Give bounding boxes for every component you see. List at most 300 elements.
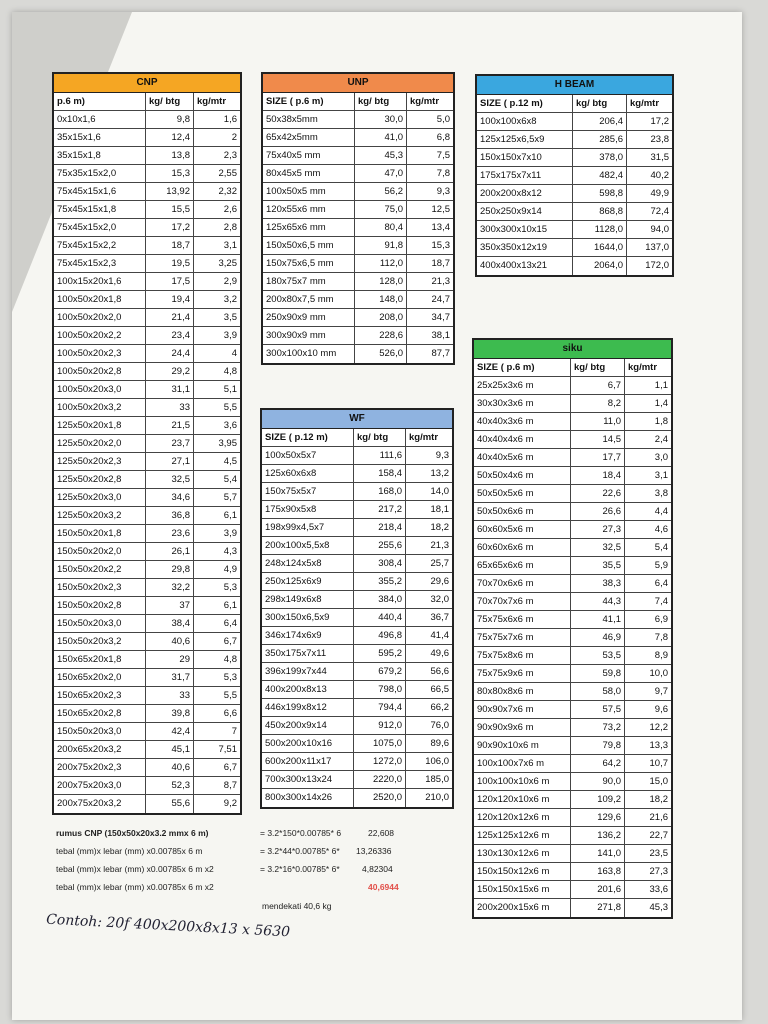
table-cell: 150x150x7x10	[477, 149, 573, 166]
table-cell: 18,4	[571, 467, 625, 484]
table-cell: 32,0	[430, 594, 449, 605]
formula-line-1: tebal (mm)x lebar (mm) x0.00785x 6 m	[56, 846, 203, 856]
table-cell: 41,1	[571, 611, 625, 628]
table-row	[474, 575, 671, 593]
table-cell: 8,9	[654, 650, 668, 661]
table-cell: 3,1	[223, 240, 237, 251]
table-row	[262, 771, 452, 789]
table-cell: 378,0	[573, 149, 627, 166]
table-cell: 1,8	[654, 416, 668, 427]
table-row	[263, 183, 453, 201]
table-cell: 15,5	[146, 201, 194, 218]
table-row	[263, 219, 453, 237]
table-cell: 50x50x6x6 m	[474, 503, 571, 520]
table-cell: 2,55	[218, 168, 237, 179]
table-row	[54, 273, 240, 291]
table-cell: 1272,0	[354, 753, 406, 770]
table-row	[474, 503, 671, 521]
table-cell: 679,2	[354, 663, 406, 680]
table-cell: 9,2	[223, 798, 237, 809]
table-row	[474, 665, 671, 683]
table-cell: 35x15x1,8	[54, 147, 146, 164]
table-cell: 6,8	[436, 132, 450, 143]
table-cell: 36,8	[146, 507, 194, 524]
table-cell: 31,5	[650, 152, 669, 163]
table-cell: 7,8	[654, 632, 668, 643]
table-cell: 4,8	[223, 654, 237, 665]
table-cell: 36,7	[430, 612, 449, 623]
table-cell: 200x200x8x12	[477, 185, 573, 202]
table-cell: 150x50x20x3,0	[54, 723, 146, 740]
table-cell: 3,0	[654, 452, 668, 463]
table-cell: 34,7	[431, 312, 450, 323]
table-cell: 90x90x7x6 m	[474, 701, 571, 718]
table-cell: 210,0	[425, 792, 449, 803]
table-cell: 33,6	[649, 884, 668, 895]
table-cell: 200x75x20x3,2	[54, 795, 146, 813]
table-cell: 206,4	[573, 113, 627, 130]
table-row	[474, 647, 671, 665]
table-cell: 798,0	[354, 681, 406, 698]
table-cell: 38,3	[571, 575, 625, 592]
table-cell: 76,0	[430, 720, 449, 731]
table-cell: 2220,0	[354, 771, 406, 788]
table-cell: 37	[146, 597, 194, 614]
table-cell: 65x65x6x6 m	[474, 557, 571, 574]
table-cell: 4,9	[223, 564, 237, 575]
table-cell: 25,7	[430, 558, 449, 569]
handwritten-note: Contoh: 20f 400x200x8x13 x 5630	[45, 911, 291, 941]
siku-column-header	[474, 359, 671, 377]
table-cell: 14,0	[430, 486, 449, 497]
table-cell: 6,4	[223, 618, 237, 629]
table-row	[263, 237, 453, 255]
table-cell: 1075,0	[354, 735, 406, 752]
table-cell: 100x50x5 mm	[263, 183, 355, 200]
table-cell: 75x45x15x2,0	[54, 219, 146, 236]
table-row	[263, 327, 453, 345]
table-row	[54, 129, 240, 147]
table-cell: 3,8	[654, 488, 668, 499]
table-cell: 45,3	[355, 147, 407, 164]
table-row	[54, 489, 240, 507]
table-cell: 150x50x20x2,8	[54, 597, 146, 614]
table-cell: 32,5	[571, 539, 625, 556]
table-cell: 59,8	[571, 665, 625, 682]
table-row	[262, 753, 452, 771]
table-cell: 30x30x3x6 m	[474, 395, 571, 412]
column-header-cell: kg/mtr	[410, 96, 440, 107]
table-cell: 150x65x20x2,0	[54, 669, 146, 686]
table-cell: 5,5	[223, 402, 237, 413]
table-cell: 33	[146, 399, 194, 416]
table-cell: 4,4	[654, 506, 668, 517]
table-cell: 7,4	[654, 596, 668, 607]
table-cell: 75x40x5 mm	[263, 147, 355, 164]
table-row	[262, 699, 452, 717]
table-row	[477, 167, 672, 185]
table-row	[263, 345, 453, 363]
table-cell: 75x75x8x6 m	[474, 647, 571, 664]
table-cell: 7,8	[436, 168, 450, 179]
table-cell: 912,0	[354, 717, 406, 734]
table-row	[54, 183, 240, 201]
table-row	[474, 611, 671, 629]
table-cell: 7,51	[218, 744, 237, 755]
table-cell: 41,0	[355, 129, 407, 146]
table-row	[477, 221, 672, 239]
table-cell: 91,8	[355, 237, 407, 254]
table-cell: 21,3	[431, 276, 450, 287]
table-cell: 150x50x20x2,2	[54, 561, 146, 578]
table-cell: 75x75x6x6 m	[474, 611, 571, 628]
table-cell: 90x90x10x6 m	[474, 737, 571, 754]
column-header-cell: p.6 m)	[54, 93, 146, 110]
table-cell: 57,5	[571, 701, 625, 718]
table-row	[474, 791, 671, 809]
table-cell: 217,2	[354, 501, 406, 518]
table-cell: 1,6	[223, 114, 237, 125]
table-cell: 2,4	[654, 434, 668, 445]
table-row	[477, 113, 672, 131]
table-row	[262, 627, 452, 645]
table-row	[263, 255, 453, 273]
table-cell: 200x80x7,5 mm	[263, 291, 355, 308]
table-cell: 150x50x6,5 mm	[263, 237, 355, 254]
table-cell: 250x125x6x9	[262, 573, 354, 590]
table-row	[54, 471, 240, 489]
table-cell: 300x300x10x15	[477, 221, 573, 238]
table-cell: 14,5	[571, 431, 625, 448]
table-row	[54, 651, 240, 669]
table-cell: 5,1	[223, 384, 237, 395]
table-cell: 19,5	[146, 255, 194, 272]
table-cell: 9,3	[435, 450, 449, 461]
table-row	[477, 149, 672, 167]
unp-column-header	[263, 93, 453, 111]
table-cell: 3,2	[223, 294, 237, 305]
table-cell: 24,4	[146, 345, 194, 362]
column-header-cell: kg/ btg	[146, 93, 194, 110]
table-cell: 350x175x7x11	[262, 645, 354, 662]
table-cell: 73,2	[571, 719, 625, 736]
table-cell: 150x75x5x7	[262, 483, 354, 500]
table-cell: 44,3	[571, 593, 625, 610]
siku-title: siku	[474, 340, 671, 359]
table-cell: 141,0	[571, 845, 625, 862]
table-cell: 80x45x5 mm	[263, 165, 355, 182]
table-cell: 100x50x20x3,2	[54, 399, 146, 416]
calc-value-3: 4,82304	[362, 864, 393, 874]
table-cell: 94,0	[650, 224, 669, 235]
unp-title: UNP	[263, 74, 453, 93]
table-cell: 5,4	[654, 542, 668, 553]
table-cell: 10,0	[649, 668, 668, 679]
table-cell: 112,0	[355, 255, 407, 272]
table-cell: 111,6	[354, 447, 406, 464]
cnp-table	[52, 72, 242, 815]
table-cell: 79,8	[571, 737, 625, 754]
column-header-cell: SIZE ( p.12 m)	[477, 95, 573, 112]
table-row	[54, 507, 240, 525]
table-cell: 185,0	[425, 774, 449, 785]
column-header-cell: kg/ btg	[354, 429, 406, 446]
table-cell: 150x75x6,5 mm	[263, 255, 355, 272]
table-cell: 12,4	[146, 129, 194, 146]
table-row	[54, 543, 240, 561]
table-cell: 6,1	[223, 600, 237, 611]
column-header-cell: SIZE ( p.6 m)	[474, 359, 571, 376]
table-cell: 4	[231, 348, 237, 359]
table-cell: 130x130x12x6 m	[474, 845, 571, 862]
table-cell: 100x50x20x2,3	[54, 345, 146, 362]
table-cell: 300x90x9 mm	[263, 327, 355, 344]
table-cell: 40,6	[146, 633, 194, 650]
table-cell: 7,5	[436, 150, 450, 161]
table-row	[54, 741, 240, 759]
table-cell: 58,0	[571, 683, 625, 700]
table-cell: 1128,0	[573, 221, 627, 238]
column-header-cell: kg/mtr	[197, 96, 227, 107]
table-cell: 18,2	[430, 522, 449, 533]
table-cell: 4,5	[223, 456, 237, 467]
table-cell: 2,8	[223, 222, 237, 233]
wf-table	[260, 408, 454, 809]
table-cell: 163,8	[571, 863, 625, 880]
table-cell: 17,2	[146, 219, 194, 236]
table-cell: 250x90x9 mm	[263, 309, 355, 326]
table-cell: 100x100x6x8	[477, 113, 573, 130]
table-cell: 64,2	[571, 755, 625, 772]
table-row	[263, 309, 453, 327]
table-row	[262, 645, 452, 663]
table-row	[262, 519, 452, 537]
table-cell: 32,2	[146, 579, 194, 596]
table-cell: 868,8	[573, 203, 627, 220]
table-cell: 26,1	[146, 543, 194, 560]
table-row	[262, 663, 452, 681]
table-cell: 482,4	[573, 167, 627, 184]
table-cell: 40,6	[146, 759, 194, 776]
table-cell: 150x50x20x2,0	[54, 543, 146, 560]
table-cell: 47,0	[355, 165, 407, 182]
hbeam-title: H BEAM	[477, 76, 672, 95]
table-cell: 23,6	[146, 525, 194, 542]
table-row	[474, 377, 671, 395]
table-row	[474, 737, 671, 755]
table-cell: 27,3	[571, 521, 625, 538]
table-row	[262, 555, 452, 573]
calc-total: 40,6944	[368, 882, 399, 892]
table-cell: 595,2	[354, 645, 406, 662]
table-cell: 5,3	[223, 582, 237, 593]
table-row	[54, 579, 240, 597]
table-cell: 5,0	[436, 114, 450, 125]
table-row	[474, 719, 671, 737]
table-cell: 75x75x7x6 m	[474, 629, 571, 646]
mendekati-note: mendekati 40,6 kg	[262, 901, 332, 911]
table-row	[474, 413, 671, 431]
formula-line-2: tebal (mm)x lebar (mm) x0.00785x 6 m x2	[56, 864, 214, 874]
table-cell: 40x40x3x6 m	[474, 413, 571, 430]
table-row	[262, 735, 452, 753]
table-cell: 46,9	[571, 629, 625, 646]
table-cell: 40x40x4x6 m	[474, 431, 571, 448]
table-row	[54, 219, 240, 237]
table-row	[474, 809, 671, 827]
table-cell: 45,3	[649, 902, 668, 913]
table-cell: 201,6	[571, 881, 625, 898]
table-cell: 172,0	[645, 260, 669, 271]
table-cell: 42,4	[146, 723, 194, 740]
table-cell: 6,7	[571, 377, 625, 394]
table-cell: 56,6	[430, 666, 449, 677]
table-row	[263, 165, 453, 183]
table-cell: 27,3	[649, 866, 668, 877]
table-cell: 218,4	[354, 519, 406, 536]
table-cell: 18,7	[431, 258, 450, 269]
table-row	[477, 239, 672, 257]
column-header-cell: kg/mtr	[628, 362, 658, 373]
table-cell: 23,5	[649, 848, 668, 859]
table-cell: 13,2	[430, 468, 449, 479]
column-header-cell: kg/ btg	[571, 359, 625, 376]
table-cell: 125x125x6,5x9	[477, 131, 573, 148]
table-row	[474, 755, 671, 773]
table-cell: 9,6	[654, 704, 668, 715]
table-row	[54, 525, 240, 543]
table-row	[54, 705, 240, 723]
table-cell: 200x75x20x3,0	[54, 777, 146, 794]
table-cell: 100x50x20x2,8	[54, 363, 146, 380]
table-row	[54, 453, 240, 471]
table-cell: 6,7	[223, 636, 237, 647]
table-cell: 31,1	[146, 381, 194, 398]
table-cell: 31,7	[146, 669, 194, 686]
calc-1: = 3.2*150*0.00785* 6	[260, 828, 342, 838]
table-row	[54, 327, 240, 345]
table-cell: 24,7	[431, 294, 450, 305]
table-cell: 228,6	[355, 327, 407, 344]
table-cell: 15,0	[649, 776, 668, 787]
table-cell: 41,4	[430, 630, 449, 641]
table-row	[54, 255, 240, 273]
table-row	[474, 683, 671, 701]
table-cell: 19,4	[146, 291, 194, 308]
formula-line-3: tebal (mm)x lebar (mm) x0.00785x 6 m x2	[56, 882, 214, 892]
table-cell: 8,7	[223, 780, 237, 791]
table-cell: 400x400x13x21	[477, 257, 573, 275]
table-cell: 13,4	[431, 222, 450, 233]
table-row	[54, 561, 240, 579]
table-cell: 89,6	[430, 738, 449, 749]
table-cell: 396x199x7x44	[262, 663, 354, 680]
table-cell: 13,92	[146, 183, 194, 200]
table-cell: 8,2	[571, 395, 625, 412]
table-cell: 9,3	[436, 186, 450, 197]
calc-value-1: 22,608	[368, 828, 394, 838]
table-cell: 13,8	[146, 147, 194, 164]
table-cell: 600x200x11x17	[262, 753, 354, 770]
table-cell: 128,0	[355, 273, 407, 290]
table-cell: 3,6	[223, 420, 237, 431]
column-header-cell: SIZE ( p.6 m)	[263, 93, 355, 110]
table-cell: 75,0	[355, 201, 407, 218]
table-cell: 137,0	[645, 242, 669, 253]
table-cell: 7	[231, 726, 237, 737]
table-cell: 6,9	[654, 614, 668, 625]
table-cell: 168,0	[354, 483, 406, 500]
wf-title: WF	[262, 410, 452, 429]
table-cell: 148,0	[355, 291, 407, 308]
table-cell: 2064,0	[573, 257, 627, 275]
table-cell: 355,2	[354, 573, 406, 590]
table-cell: 15,3	[146, 165, 194, 182]
table-row	[54, 147, 240, 165]
table-row	[54, 759, 240, 777]
table-row	[54, 687, 240, 705]
table-cell: 158,4	[354, 465, 406, 482]
table-row	[474, 827, 671, 845]
table-cell: 66,5	[430, 684, 449, 695]
siku-table	[472, 338, 673, 919]
table-cell: 52,3	[146, 777, 194, 794]
table-row	[54, 417, 240, 435]
table-cell: 17,2	[650, 116, 669, 127]
table-cell: 35,5	[571, 557, 625, 574]
table-cell: 120x120x12x6 m	[474, 809, 571, 826]
table-row	[262, 537, 452, 555]
table-row	[262, 573, 452, 591]
table-cell: 496,8	[354, 627, 406, 644]
table-cell: 250x250x9x14	[477, 203, 573, 220]
table-row	[262, 609, 452, 627]
table-cell: 150x50x20x2,3	[54, 579, 146, 596]
table-cell: 125x65x6 mm	[263, 219, 355, 236]
table-row	[474, 539, 671, 557]
table-cell: 125x125x12x6 m	[474, 827, 571, 844]
table-cell: 18,1	[430, 504, 449, 515]
unp-table	[261, 72, 455, 365]
table-cell: 21,5	[146, 417, 194, 434]
table-cell: 22,7	[649, 830, 668, 841]
table-cell: 40x40x5x6 m	[474, 449, 571, 466]
table-cell: 50x50x5x6 m	[474, 485, 571, 502]
table-cell: 1,1	[654, 380, 668, 391]
table-row	[54, 381, 240, 399]
table-row	[477, 131, 672, 149]
table-cell: 2,3	[223, 150, 237, 161]
table-cell: 500x200x10x16	[262, 735, 354, 752]
table-cell: 50x50x4x6 m	[474, 467, 571, 484]
table-cell: 136,2	[571, 827, 625, 844]
table-cell: 150x65x20x2,8	[54, 705, 146, 722]
table-cell: 5,9	[654, 560, 668, 571]
table-cell: 90,0	[571, 773, 625, 790]
table-cell: 90x90x9x6 m	[474, 719, 571, 736]
table-row	[474, 845, 671, 863]
table-cell: 53,5	[571, 647, 625, 664]
table-cell: 21,6	[649, 812, 668, 823]
table-cell: 18,2	[649, 794, 668, 805]
table-cell: 150x50x20x3,2	[54, 633, 146, 650]
table-cell: 4,3	[223, 546, 237, 557]
table-row	[262, 465, 452, 483]
table-cell: 21,3	[430, 540, 449, 551]
table-row	[54, 435, 240, 453]
wf-column-header	[262, 429, 452, 447]
table-cell: 150x50x20x3,0	[54, 615, 146, 632]
